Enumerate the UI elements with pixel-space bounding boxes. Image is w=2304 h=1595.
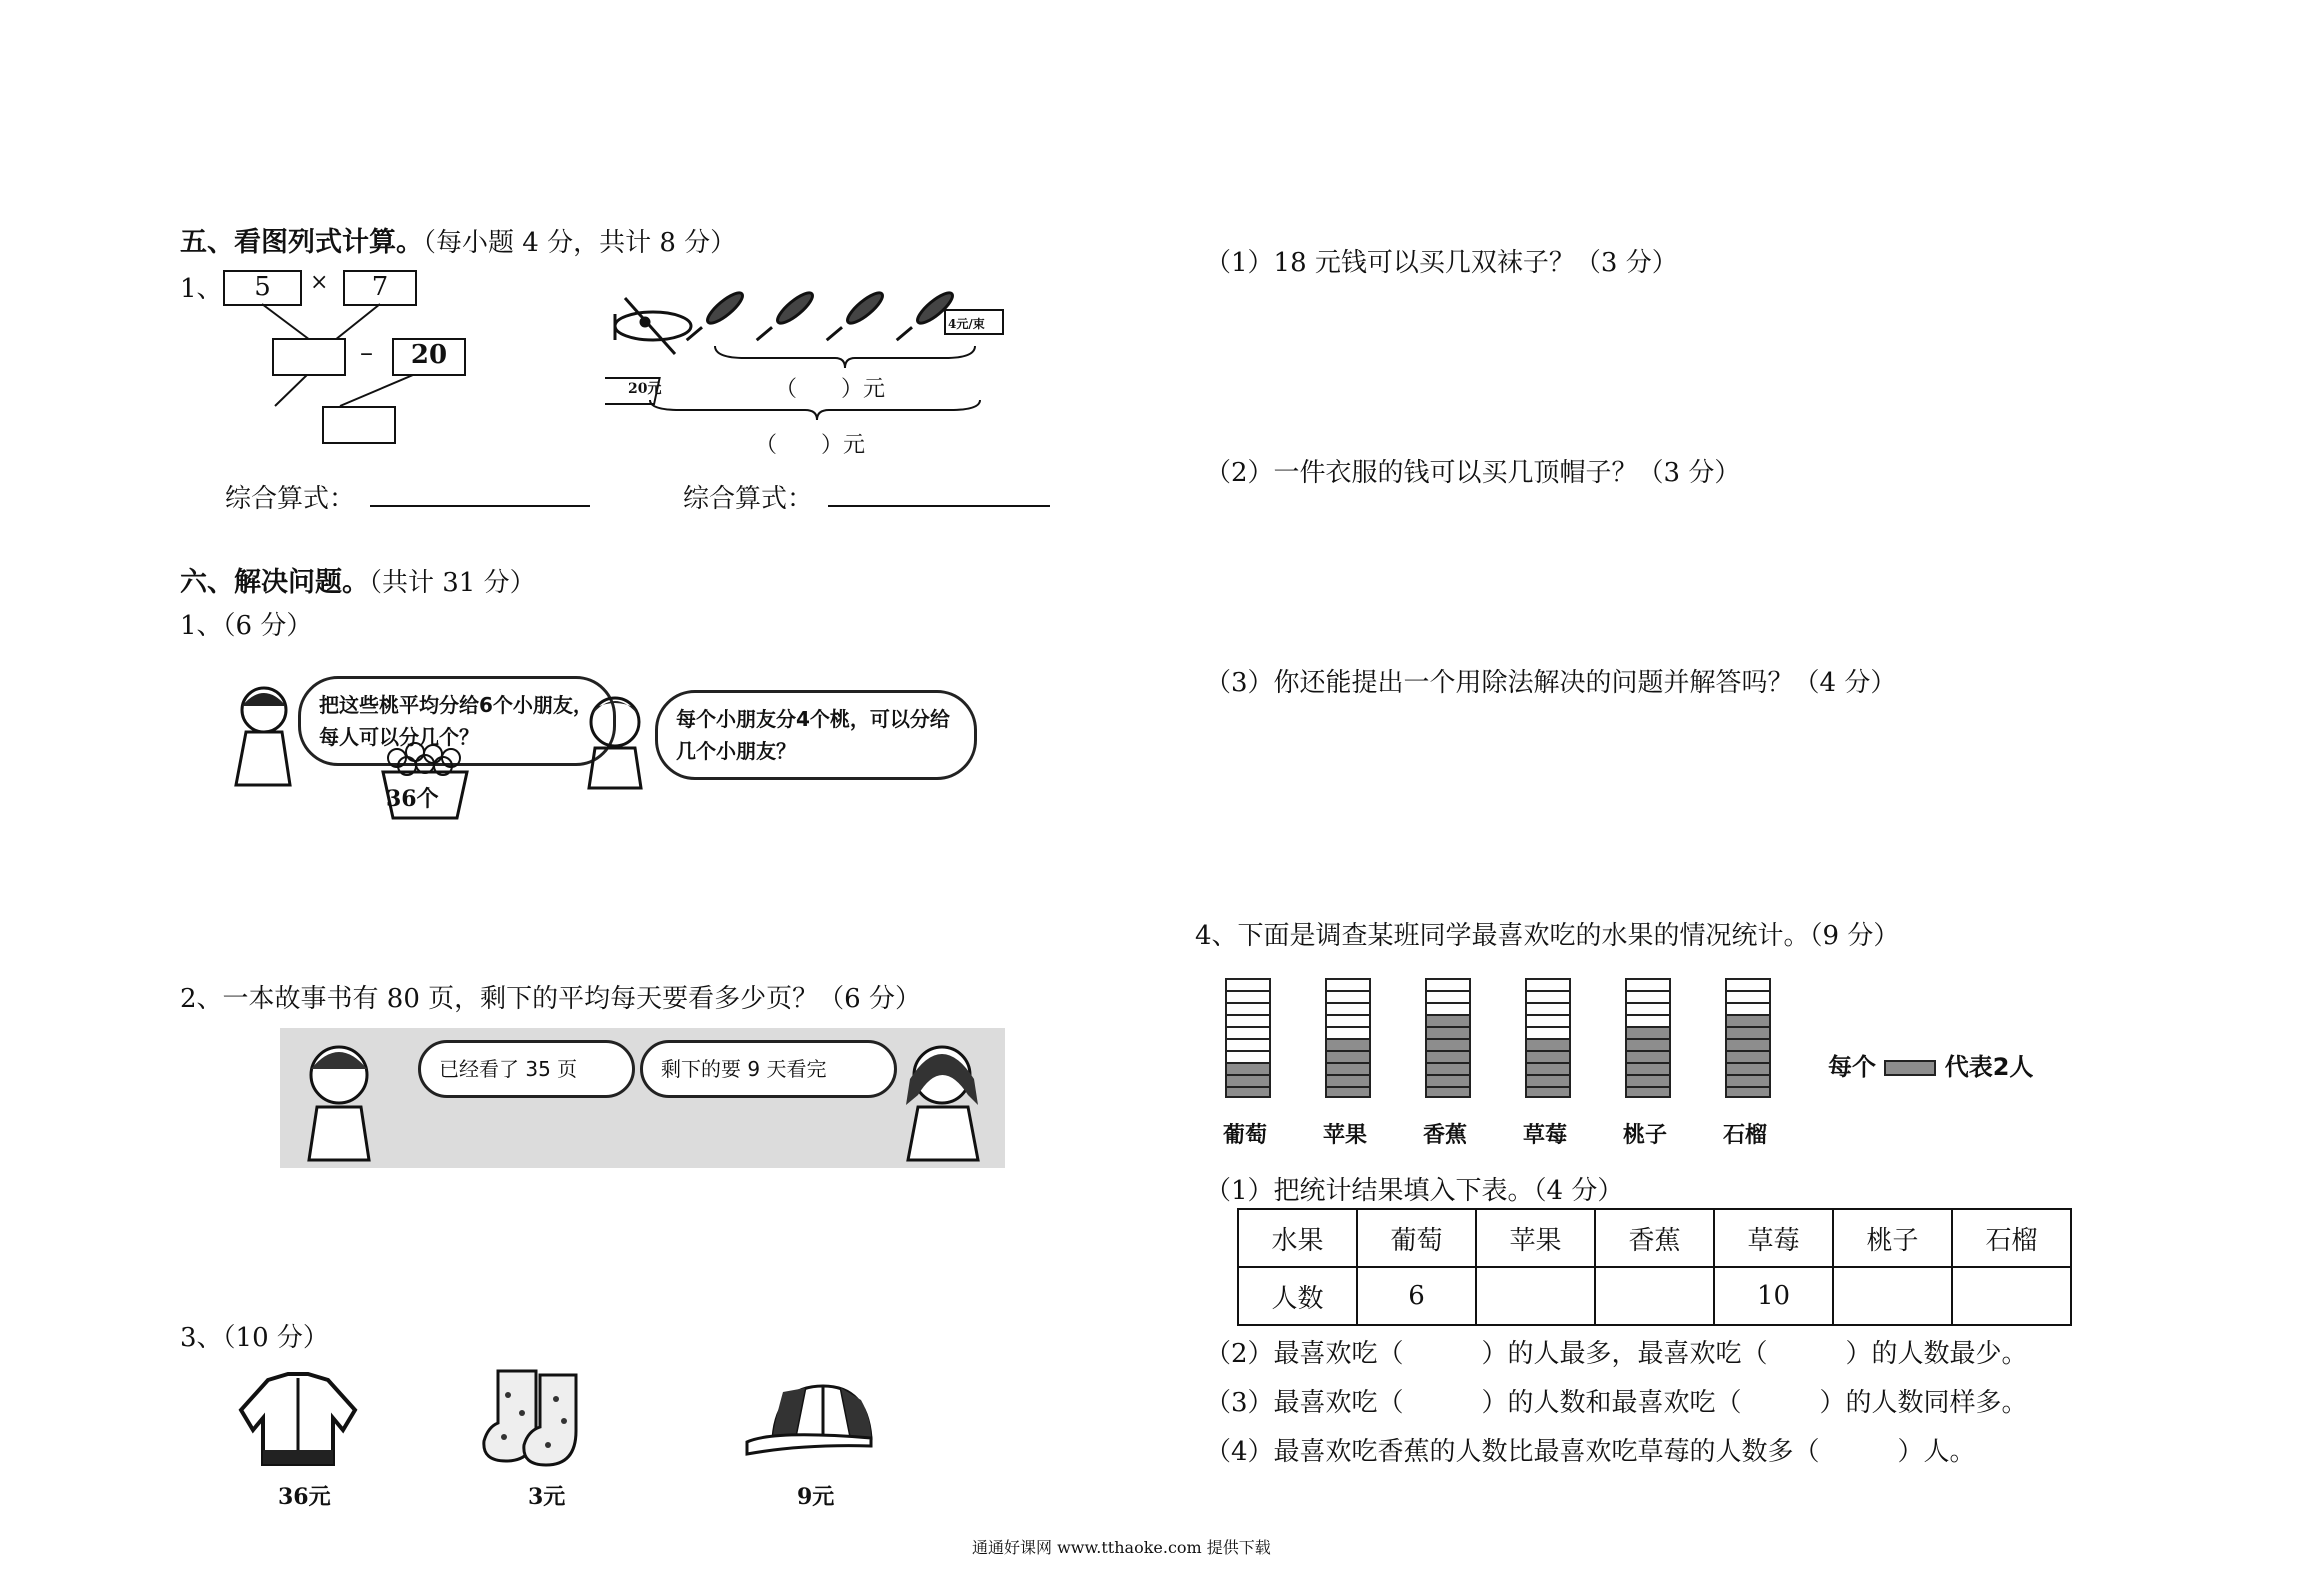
bar-草莓 (1525, 978, 1571, 1098)
bar-桃子 (1625, 978, 1671, 1098)
table-cell: 香蕉 (1595, 1209, 1714, 1267)
table-cell[interactable]: 10 (1714, 1267, 1833, 1325)
bubble-left: 把这些桃平均分给6个小朋友，每人可以分几个？ (298, 676, 616, 766)
section5-heading: 五、看图列式计算。（每小题 4 分，共计 8 分） (180, 227, 737, 258)
fruit-table (1237, 1208, 2072, 1326)
bar-label: 草莓 (1523, 1123, 1568, 1148)
fruit-bar-chart (1225, 978, 1825, 1158)
bar-label: 苹果 (1323, 1123, 1368, 1148)
table-cell: 草莓 (1714, 1209, 1833, 1267)
bar-cell (1725, 990, 1771, 1002)
bar-cell (1225, 1038, 1271, 1050)
bar-香蕉 (1425, 978, 1471, 1098)
bar-cell (1325, 990, 1371, 1002)
bar-cell (1325, 1038, 1371, 1050)
table-cell: 葡萄 (1357, 1209, 1476, 1267)
bar-cell (1425, 1074, 1471, 1086)
bar-cell (1525, 1086, 1571, 1098)
legend-prefix: 每个 (1828, 1053, 1876, 1081)
table-cell[interactable]: 6 (1357, 1267, 1476, 1325)
formula-label-1: 综合算式： (225, 484, 356, 514)
legend-suffix: 代表2人 (1944, 1053, 2034, 1081)
minus-sign: – (360, 338, 373, 368)
bar-cell (1625, 990, 1671, 1002)
box-result-2[interactable] (322, 406, 396, 444)
table-cell[interactable] (1833, 1267, 1952, 1325)
bar-苹果 (1325, 978, 1371, 1098)
bar-cell (1425, 1050, 1471, 1062)
girl-reader-illustration (888, 1035, 998, 1165)
bar-cell (1625, 1002, 1671, 1014)
right-q4: 4、下面是调查某班同学最喜欢吃的水果的情况统计。（9 分） (1195, 921, 1900, 951)
right-q3-1: （1）18 元钱可以买几双袜子？（3 分） (1205, 248, 1678, 278)
section5-note: （每小题 4 分，共计 8 分） (423, 228, 737, 258)
bar-cell (1225, 1074, 1271, 1086)
right-q4-3: （3）最喜欢吃（ ）的人数和最喜欢吃（ ）的人数同样多。 (1205, 1388, 2028, 1418)
bar-cell (1425, 1062, 1471, 1074)
bar-cell (1525, 978, 1571, 990)
bar-cell (1425, 978, 1471, 990)
bar-cell (1325, 1062, 1371, 1074)
q5-1-number: 1、 (180, 274, 223, 304)
bar-cell (1725, 1050, 1771, 1062)
footer: 通通好课网 www.tthaoke.com 提供下载 (972, 1538, 1271, 1557)
bar-cell (1325, 1002, 1371, 1014)
bar-cell (1625, 1062, 1671, 1074)
bar-label: 香蕉 (1423, 1123, 1468, 1148)
formula-label-2: 综合算式： (683, 484, 814, 514)
bubble-right: 每个小朋友分4个桃，可以分给几个小朋友？ (655, 690, 977, 780)
bar-cell (1725, 1026, 1771, 1038)
bar-cell (1325, 1026, 1371, 1038)
bar-cell (1525, 990, 1571, 1002)
box-result-1[interactable] (272, 338, 346, 376)
bar-cell (1425, 1086, 1471, 1098)
price-tag-total: 20元 (628, 381, 662, 397)
bar-cell (1325, 978, 1371, 990)
bar-cell (1225, 1026, 1271, 1038)
bar-cell (1425, 1014, 1471, 1026)
price-jacket: 36元 (278, 1484, 331, 1510)
bar-cell (1725, 1074, 1771, 1086)
bar-cell (1225, 978, 1271, 990)
bar-cell (1525, 1026, 1571, 1038)
bar-cell (1225, 1002, 1271, 1014)
table-cell[interactable] (1595, 1267, 1714, 1325)
bar-cell (1625, 1050, 1671, 1062)
section6-heading: 六、解决问题。（共计 31 分） (180, 567, 536, 598)
boy-reader-illustration (295, 1035, 385, 1165)
box-b: 7 (343, 270, 417, 306)
bar-cell (1325, 1074, 1371, 1086)
price-tag-unit: 4元/束 (948, 317, 985, 331)
q6-1: 1、（6 分） (180, 611, 313, 641)
paren-1[interactable]: （ ）元 (775, 377, 886, 402)
bar-cell (1625, 1074, 1671, 1086)
cap-icon (743, 1378, 883, 1463)
price-cap: 9元 (797, 1484, 835, 1510)
bar-cell (1525, 1038, 1571, 1050)
jacket-icon (233, 1370, 363, 1470)
right-q4-4: （4）最喜欢吃香蕉的人数比最喜欢吃草莓的人数多（ ）人。 (1205, 1437, 1976, 1467)
bar-cell (1725, 1062, 1771, 1074)
box-a: 5 (223, 270, 302, 306)
section6-note: （共计 31 分） (369, 568, 536, 598)
legend-cell-icon (1884, 1060, 1936, 1076)
right-q3-2: （2）一件衣服的钱可以买几顶帽子？（3 分） (1205, 458, 1741, 488)
bar-cell (1325, 1086, 1371, 1098)
bar-cell (1525, 1062, 1571, 1074)
bar-cell (1425, 990, 1471, 1002)
bar-cell (1725, 1014, 1771, 1026)
formula-line-1[interactable] (370, 505, 590, 507)
table-cell: 人数 (1238, 1267, 1357, 1325)
formula-line-2[interactable] (828, 505, 1050, 507)
table-cell: 水果 (1238, 1209, 1357, 1267)
bar-葡萄 (1225, 978, 1271, 1098)
bubble-read: 已经看了 35 页 (418, 1040, 635, 1098)
girl-illustration (228, 680, 308, 790)
bar-cell (1725, 1038, 1771, 1050)
bar-cell (1525, 1014, 1571, 1026)
bar-cell (1425, 1002, 1471, 1014)
price-socks: 3元 (528, 1484, 566, 1510)
bar-cell (1625, 978, 1671, 990)
table-cell: 苹果 (1476, 1209, 1595, 1267)
bar-cell (1425, 1038, 1471, 1050)
bar-cell (1325, 1050, 1371, 1062)
bar-cell (1625, 1086, 1671, 1098)
bar-cell (1225, 1086, 1271, 1098)
bar-cell (1625, 1038, 1671, 1050)
bar-cell (1525, 1050, 1571, 1062)
bar-cell (1525, 1002, 1571, 1014)
table-header-row (1238, 1209, 2071, 1267)
bar-cell (1525, 1074, 1571, 1086)
bar-cell (1625, 1026, 1671, 1038)
table-row (1238, 1267, 2071, 1325)
bar-label: 石榴 (1723, 1123, 1768, 1148)
bar-cell (1625, 1014, 1671, 1026)
bar-label: 葡萄 (1223, 1123, 1268, 1148)
paren-2[interactable]: （ ）元 (755, 433, 866, 458)
table-cell: 桃子 (1833, 1209, 1952, 1267)
times-sign: × (310, 270, 329, 295)
box-c: 20 (392, 338, 466, 376)
table-cell[interactable] (1952, 1267, 2071, 1325)
bubble-rest: 剩下的要 9 天看完 (640, 1040, 897, 1098)
bar-label: 桃子 (1623, 1123, 1668, 1148)
q6-3: 3、（10 分） (180, 1323, 329, 1353)
bar-cell (1725, 1002, 1771, 1014)
bar-cell (1225, 990, 1271, 1002)
bar-cell (1225, 1014, 1271, 1026)
bar-cell (1325, 1014, 1371, 1026)
boy-illustration (575, 690, 655, 790)
right-q4-2: （2）最喜欢吃（ ）的人最多，最喜欢吃（ ）的人数最少。 (1205, 1339, 2028, 1369)
right-q4-1: （1）把统计结果填入下表。（4 分） (1205, 1176, 1624, 1206)
bar-cell (1425, 1026, 1471, 1038)
socks-icon (478, 1365, 608, 1470)
bar-cell (1225, 1062, 1271, 1074)
q6-2: 2、一本故事书有 80 页，剩下的平均每天要看多少页？（6 分） (180, 984, 921, 1014)
bar-cell (1725, 1086, 1771, 1098)
bar-cell (1225, 1050, 1271, 1062)
table-cell[interactable] (1476, 1267, 1595, 1325)
bar-石榴 (1725, 978, 1771, 1098)
chart-legend (1828, 1047, 2033, 1082)
bar-cell (1725, 978, 1771, 990)
basket-label: 36个 (386, 786, 439, 812)
table-cell: 石榴 (1952, 1209, 2071, 1267)
right-q3-3: （3）你还能提出一个用除法解决的问题并解答吗？（4 分） (1205, 668, 1897, 698)
